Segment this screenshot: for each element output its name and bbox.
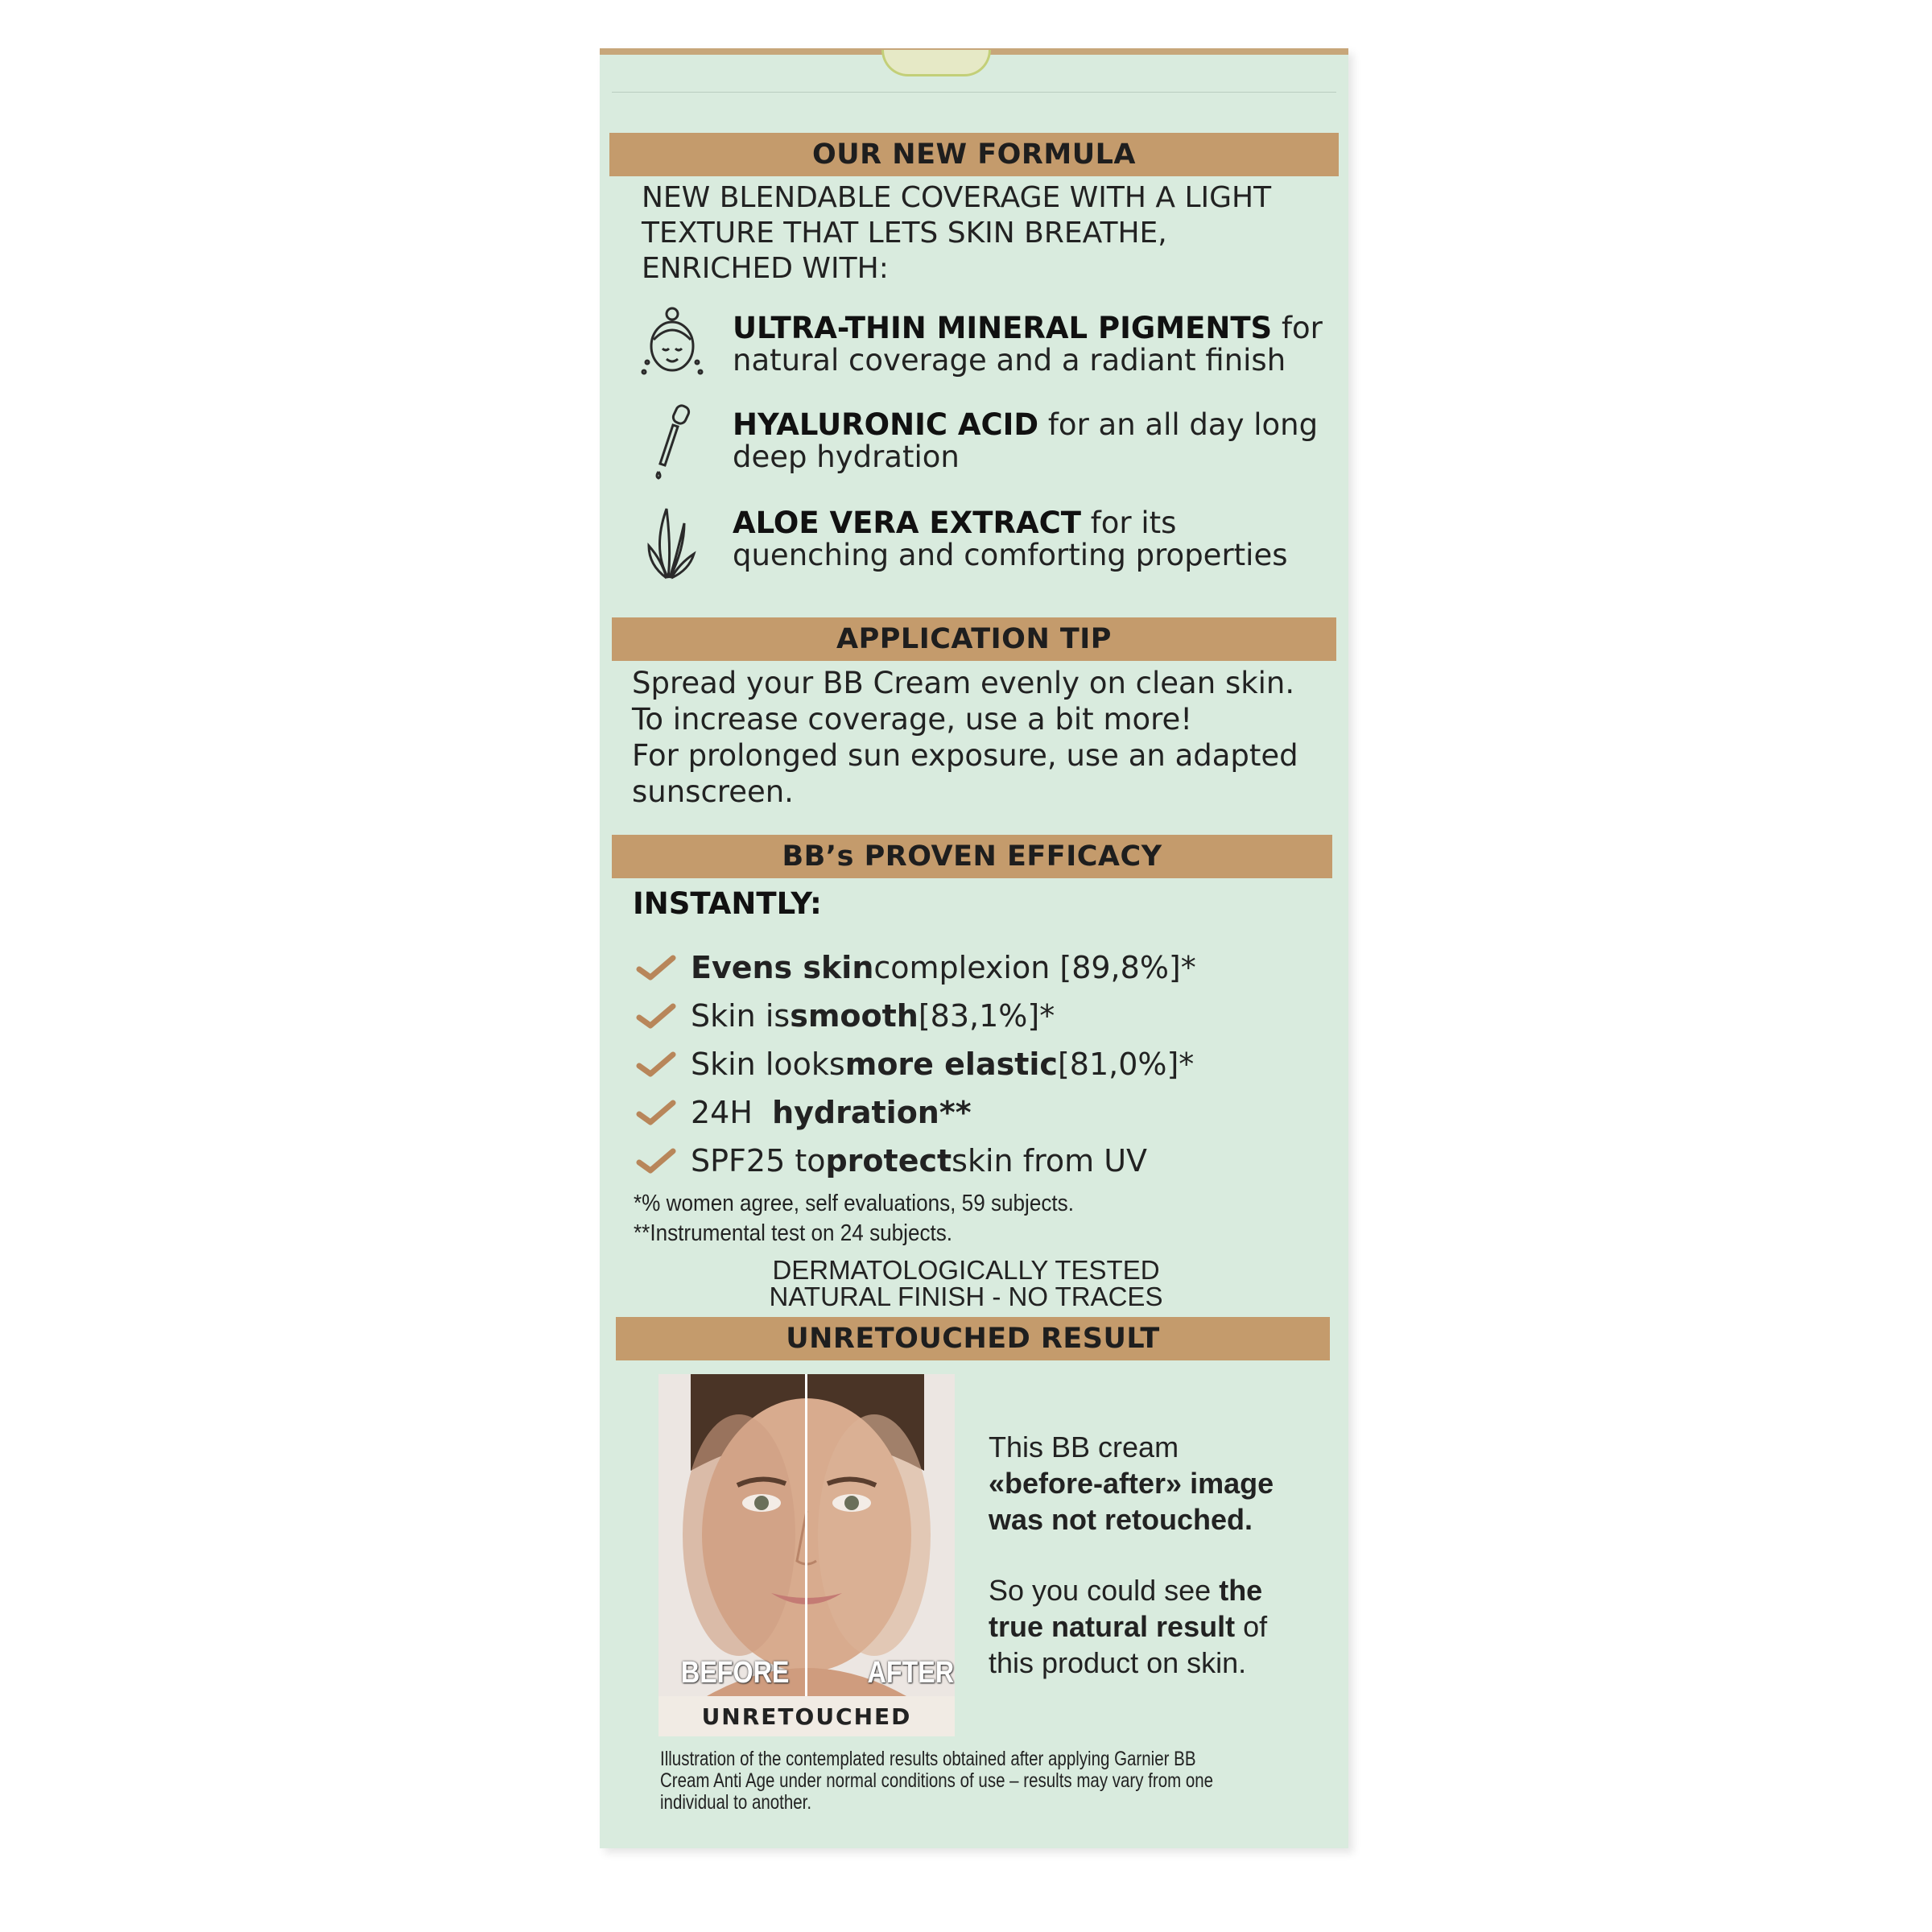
feature-title: ALOE VERA EXTRACT [733,506,1081,540]
check-icon [636,1145,676,1177]
efficacy-item [636,1095,972,1130]
feature-hyaluronic-acid [733,409,1344,473]
efficacy-header: BB’s PROVEN EFFICACY [612,835,1332,878]
result-explanation [989,1572,1327,1681]
intro-line: ENRICHED WITH: [642,252,889,285]
item-bold: smooth [790,998,919,1034]
feature-text: for its [1080,506,1177,540]
claim-natural-finish: NATURAL FINISH - NO TRACES [769,1282,1163,1311]
feature-text: natural coverage and a radiant finish [733,343,1286,378]
check-icon [636,952,676,984]
check-icon [636,1000,676,1032]
feature-title: HYALURONIC ACID [733,407,1039,442]
tip-header: APPLICATION TIP [612,617,1336,661]
statement-line: this product on skin. [989,1646,1247,1679]
result-statement [989,1429,1327,1538]
item-bold: more elastic [844,1046,1058,1082]
tip-line: sunscreen. [632,774,794,809]
feature-aloe-vera [733,507,1344,572]
statement-line: So you could see [989,1574,1220,1607]
item-text: [83,1%]* [918,998,1055,1034]
intro-line: TEXTURE THAT LETS SKIN BREATHE, [642,217,1167,250]
statement-line: of [1235,1610,1268,1643]
item-text: Skin looks [691,1046,845,1082]
efficacy-item [636,950,1196,985]
feature-text: for an all day long [1038,407,1319,442]
after-label: AFTER [867,1656,955,1690]
item-text: skin from UV [952,1143,1148,1179]
efficacy-item [636,998,1055,1034]
intro-line: NEW BLENDABLE COVERAGE WITH A LIGHT [642,181,1272,214]
feature-text: quenching and comforting properties [733,538,1288,572]
item-bold: hydration** [772,1095,972,1130]
item-text: [81,0%]* [1057,1046,1195,1082]
item-text: complexion [89,8%]* [873,950,1196,985]
efficacy-item [636,1143,1147,1179]
formula-header: OUR NEW FORMULA [609,133,1339,176]
item-text: Skin is [691,998,791,1034]
statement-bold: true natural result [989,1610,1236,1643]
feature-text: for [1272,311,1323,345]
item-text: 24H [691,1095,773,1130]
results-disclaimer: Illustration of the contemplated results obtained after applying Garnier BB Cream Anti Age under normal conditions of use – results may vary from one individual to another. [660,1748,1214,1814]
dropper-icon [644,402,700,483]
aloe-icon [644,501,700,581]
feature-mineral-pigments [733,312,1344,377]
tip-line: To increase coverage, use a bit more! [632,702,1193,737]
statement-bold: the [1219,1574,1263,1607]
instantly-label: INSTANTLY: [633,886,822,921]
brand-logo-partial [881,50,991,76]
footnote-instrumental: **Instrumental test on 24 subjects. [634,1220,953,1246]
face-icon [636,304,708,382]
tip-line: For prolonged sun exposure, use an adapted [632,738,1298,773]
unretouched-caption: UNRETOUCHED [658,1696,955,1736]
claim-dermatologically-tested: DERMATOLOGICALLY TESTED [772,1255,1160,1285]
before-after-photo [658,1374,955,1736]
check-icon [636,1096,676,1129]
item-bold: protect [825,1143,952,1179]
item-text: SPF25 to [691,1143,826,1179]
item-bold: Evens skin [691,950,874,985]
statement-bold: «before-after» image [989,1467,1274,1500]
statement-bold: was not retouched. [989,1503,1253,1536]
before-label: BEFORE [680,1656,790,1690]
tip-text [632,665,1298,810]
statement-line: This BB cream [989,1430,1179,1463]
tip-line: Spread your BB Cream evenly on clean skin. [632,666,1295,700]
feature-text: deep hydration [733,440,960,474]
efficacy-item [636,1046,1194,1082]
photo-divider [805,1374,807,1696]
check-icon [636,1048,676,1080]
feature-title: ULTRA-THIN MINERAL PIGMENTS [733,311,1273,345]
result-header: UNRETOUCHED RESULT [616,1317,1330,1360]
footnote-self-eval: *% women agree, self evaluations, 59 subjects. [634,1191,1074,1216]
formula-intro [642,180,1271,287]
